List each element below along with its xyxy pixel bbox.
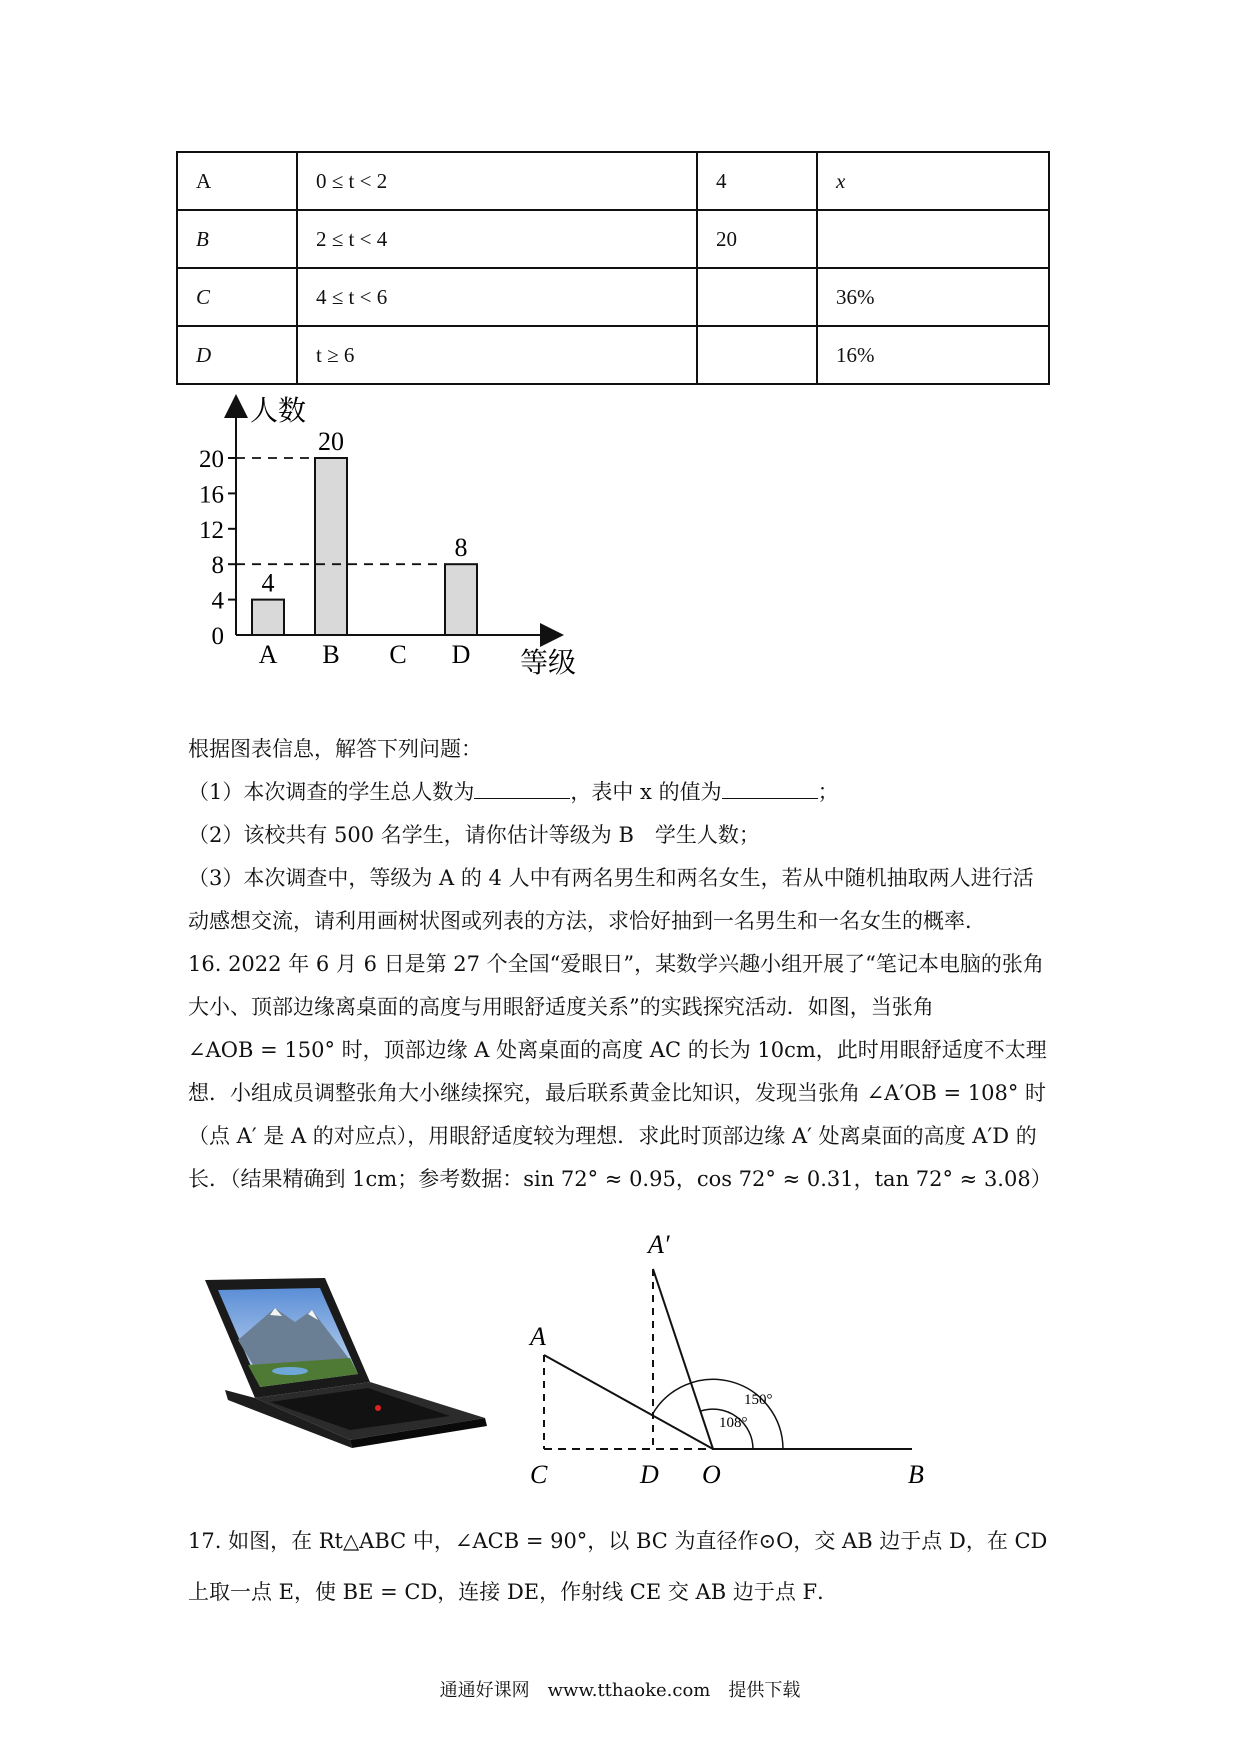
question-1 xyxy=(188,777,839,807)
bar-label: 20 xyxy=(318,427,344,456)
table-cell-range: 4 ≤ t < 6 xyxy=(297,268,697,326)
label-c: C xyxy=(530,1460,548,1489)
table-cell-grade: B xyxy=(177,210,297,268)
y-axis-title: 人数 xyxy=(250,396,307,427)
table-cell-pct xyxy=(817,210,1049,268)
problem-16-line-5: （点 A′ 是 A 的对应点），用眼舒适度较为理想．求此时顶部边缘 A′ 处离桌面的高度 A′D 的 xyxy=(188,1124,1037,1148)
y-tick-label: 12 xyxy=(199,516,224,544)
problem-16-line-6: 长．（结果精确到 1cm；参考数据：sin 72° ≈ 0.95，cos 72° ≈ 0.31，tan 72° ≈ 3.08） xyxy=(188,1167,1052,1191)
table-cell-grade: C xyxy=(177,268,297,326)
table-row xyxy=(177,268,1049,326)
question-3-line-2: 动感想交流，请利用画树状图或列表的方法，求恰好抽到一名男生和一名女生的概率． xyxy=(188,909,986,933)
question-3-line-1: （3）本次调查中，等级为 A 的 4 人中有两名男生和两名女生，若从中随机抽取两人进行活 xyxy=(188,866,1034,890)
question-2: （2）该校共有 500 名学生，请你估计等级为 B 学生人数； xyxy=(188,823,760,847)
problem-17-line-2: 上取一点 E，使 BE = CD，连接 DE，作射线 CE 交 AB 边于点 F． xyxy=(188,1580,839,1604)
table-cell-grade: A xyxy=(177,152,297,210)
table-cell-count: 20 xyxy=(697,210,817,268)
answer-blank[interactable] xyxy=(474,778,570,799)
problem-16-line-1: 16. 2022 年 6 月 6 日是第 27 个全国“爱眼日”，某数学兴趣小组开展了“笔记本电脑的张角 xyxy=(188,952,1044,976)
problem-17-line-1: 17. 如图，在 Rt△ABC 中，∠ACB = 90°，以 BC 为直径作⊙O，交 AB 边于点 D，在 CD xyxy=(188,1529,1048,1553)
y-tick-label: 16 xyxy=(199,481,224,509)
table-row xyxy=(177,210,1049,268)
bar-d xyxy=(445,564,477,635)
bar-b xyxy=(315,458,347,635)
label-angle-108: 108° xyxy=(719,1415,748,1431)
y-tick-label: 0 xyxy=(211,623,224,650)
question-1-part-c: ； xyxy=(817,780,839,804)
question-1-part-b: ，表中 x 的值为 xyxy=(570,780,722,804)
label-b: B xyxy=(908,1460,924,1489)
answer-blank[interactable] xyxy=(722,778,818,799)
label-angle-150: 150° xyxy=(744,1392,773,1408)
intro-text: 根据图表信息，解答下列问题： xyxy=(188,737,482,761)
table-cell-range: t ≥ 6 xyxy=(297,326,697,384)
table-cell-count xyxy=(697,268,817,326)
x-axis-title: 等级 xyxy=(520,648,577,679)
bar-label: 8 xyxy=(454,533,468,563)
x-tick-label: C xyxy=(389,640,407,669)
bar-chart xyxy=(180,390,600,690)
table-row xyxy=(177,152,1049,210)
table-cell-range: 2 ≤ t < 4 xyxy=(297,210,697,268)
table-cell-count: 4 xyxy=(697,152,817,210)
bar-a xyxy=(252,600,284,635)
grade-table xyxy=(176,151,1050,385)
table-cell-range: 0 ≤ t < 2 xyxy=(297,152,697,210)
y-tick-label: 20 xyxy=(199,446,224,473)
table-cell-count xyxy=(697,326,817,384)
label-o: O xyxy=(702,1460,721,1489)
bar-label: 4 xyxy=(261,568,275,598)
page-footer: 通通好课网 www.tthaoke.com 提供下载 xyxy=(439,1680,801,1701)
x-tick-label: D xyxy=(451,640,471,669)
table-cell-pct: 16% xyxy=(817,326,1049,384)
geometry-diagram xyxy=(520,1215,940,1495)
table-cell-grade: D xyxy=(177,326,297,384)
label-d: D xyxy=(640,1460,659,1489)
table-row xyxy=(177,326,1049,384)
problem-16-line-3: ∠AOB = 150° 时，顶部边缘 A 处离桌面的高度 AC 的长为 10cm，此时用眼舒适度不太理 xyxy=(188,1038,1047,1062)
question-1-part-a: （1）本次调查的学生总人数为 xyxy=(188,780,475,804)
problem-16-line-4: 想．小组成员调整张角大小继续探究，最后联系黄金比知识，发现当张角 ∠A′OB = 108° 时 xyxy=(188,1081,1047,1105)
table-cell-pct: x xyxy=(817,152,1049,210)
y-tick-label: 8 xyxy=(211,552,224,580)
label-a: A xyxy=(530,1322,546,1351)
problem-16-line-2: 大小、顶部边缘离桌面的高度与用眼舒适度关系”的实践探究活动．如图，当张角 xyxy=(188,995,934,1019)
label-a-prime: A′ xyxy=(648,1230,670,1259)
x-tick-label: A xyxy=(258,640,278,669)
laptop-image xyxy=(200,1270,490,1450)
table-cell-pct: 36% xyxy=(817,268,1049,326)
x-tick-label: B xyxy=(322,640,340,669)
y-tick-label: 4 xyxy=(211,587,224,615)
